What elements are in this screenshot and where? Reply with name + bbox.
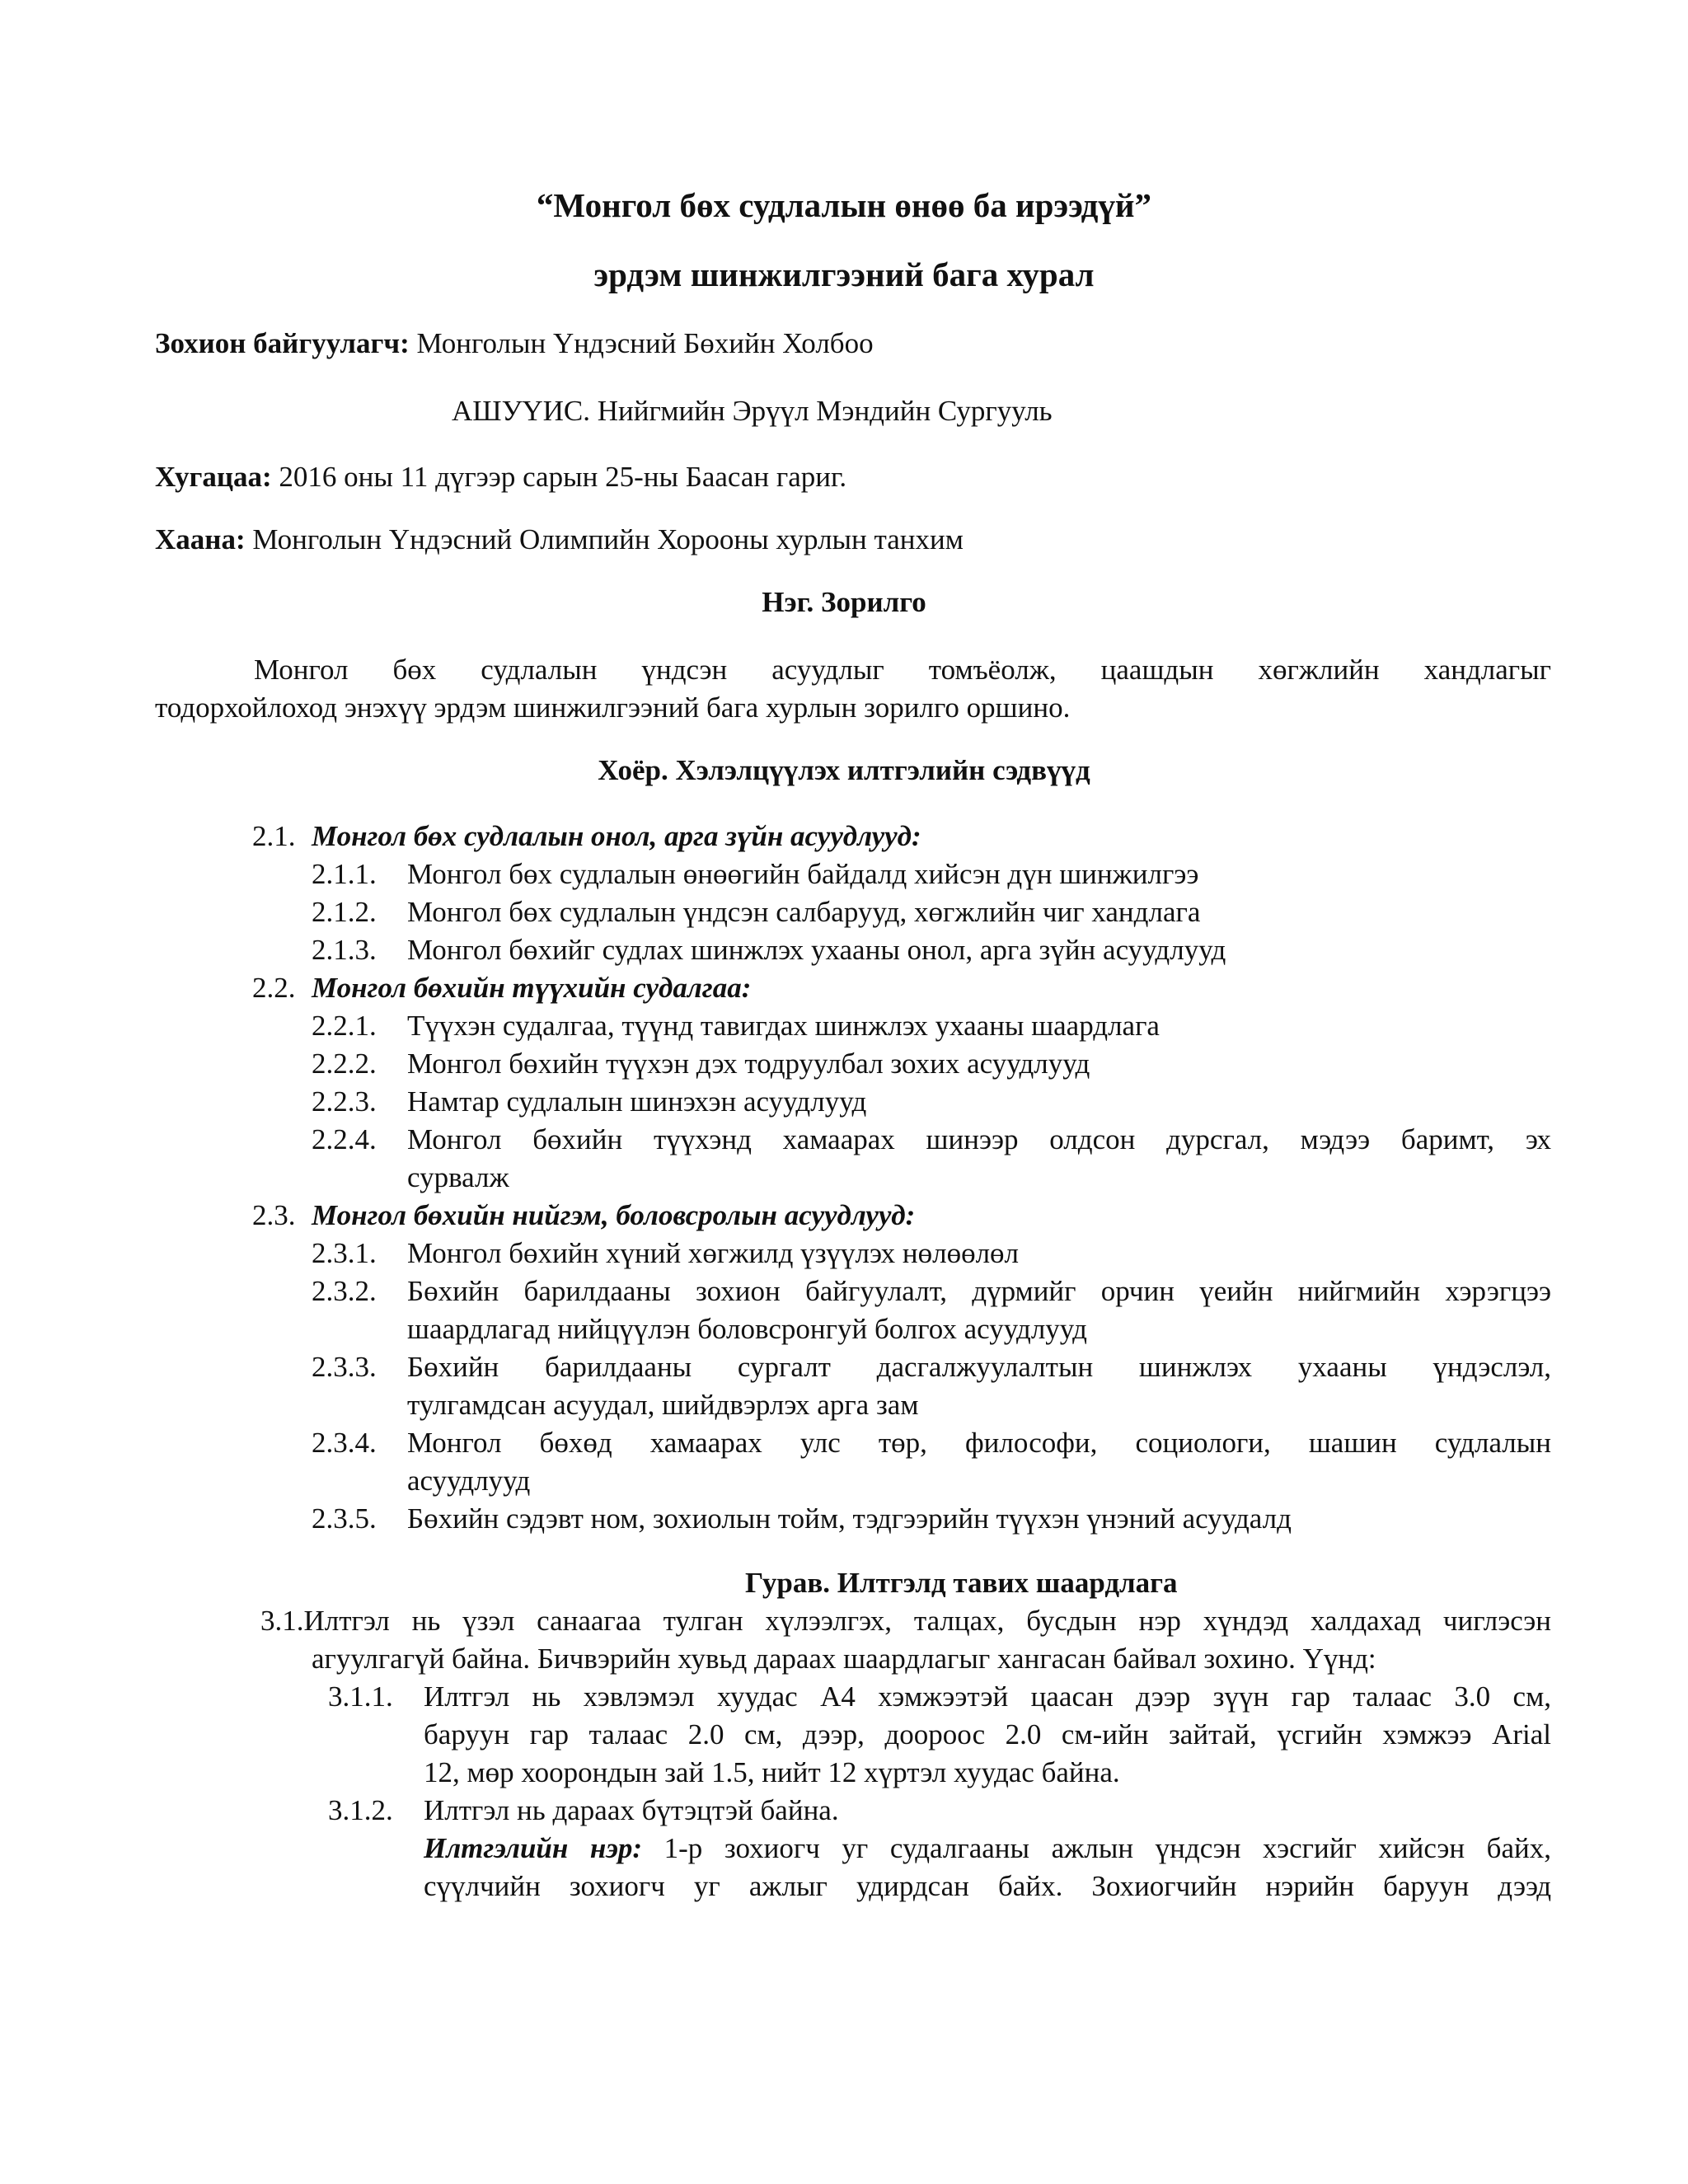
section1-para-line1: Монгол бөх судлалын үндсэн асуудлыг томъёолж, цаашдын хөгжлийн хандлагыг [254,654,1551,686]
report-name-label: Илтгэлийн нэр: [424,1832,643,1864]
group-2-1-title: Монгол бөх судлалын онол, арга зүйн асуудлууд: [312,820,921,852]
item-2-2-3-number: 2.2.3. [312,1085,377,1118]
item-2-1-3-number: 2.1.3. [312,934,377,966]
item-2-3-3-text-line2: тулгамдсан асуудал, шийдвэрлэх арга зам [407,1389,919,1421]
date-label: Хугацаа: [155,461,272,493]
group-2-3-title: Монгол бөхийн нийгэм, боловсролын асуудлууд: [312,1199,916,1231]
item-2-3-3-text-line1: Бөхийн барилдааны сургалт дасгалжуулалтын шинжлэх ухааны үндэслэл, [407,1351,1551,1383]
item-2-2-2-text: Монгол бөхийн түүхэн дэх тодруулбал зохих асуудлууд [407,1047,1090,1080]
section1-para-line2: тодорхойлоход энэхүү эрдэм шинжилгээний бага хурлын зорилго оршино. [155,691,1071,724]
place-line [155,521,964,559]
doc-title-line2: эрдэм шинжилгээний бага хурал [593,255,1095,293]
item-2-3-4-number: 2.3.4. [312,1427,377,1459]
item-2-3-2-number: 2.3.2. [312,1275,377,1307]
item-2-3-5-text: Бөхийн сэдэвт ном, зохиолын тойм, тэдгээрийн түүхэн үнэний асуудалд [407,1502,1292,1535]
group-2-2-number: 2.2. [252,972,296,1004]
item-2-1-2-number: 2.1.2. [312,896,377,928]
item-2-3-1-number: 2.3.1. [312,1237,377,1269]
item-2-2-1-text: Түүхэн судалгаа, түүнд тавигдах шинжлэх ухааны шаардлага [407,1010,1160,1042]
organizer-value-2: АШУҮИС. Нийгмийн Эрүүл Мэндийн Сургууль [452,395,1053,427]
item-2-3-4-text-line1: Монгол бөхөд хамаарах улс төр, философи, социологи, шашин судлалын [407,1427,1551,1459]
group-2-2-title: Монгол бөхийн түүхийн судалгаа: [312,972,752,1004]
item-2-3-2-text-line2: шаардлагад нийцүүлэн боловсронгуй болгох асуудлууд [407,1313,1087,1345]
item-2-1-3-text: Монгол бөхийг судлах шинжлэх ухааны онол, арга зүйн асуудлууд [407,934,1226,966]
place-label: Хаана: [155,523,246,555]
report-name-text: 1-р зохиогч уг судалгааны ажлын үндсэн хэсгийг хийсэн байх, [642,1832,1551,1864]
section2-heading: Хоёр. Хэлэлцүүлэх илтгэлийн сэдвүүд [598,754,1090,786]
organizer-line [155,325,874,363]
group-2-3-number: 2.3. [252,1199,296,1231]
item-2-1-2-text: Монгол бөх судлалын үндсэн салбарууд, хөгжлийн чиг хандлага [407,896,1201,928]
item-2-2-3-text: Намтар судлалын шинэхэн асуудлууд [407,1085,867,1118]
organizer-label: Зохион байгуулагч: [155,327,410,359]
item-2-2-1-number: 2.2.1. [312,1010,377,1042]
organizer-value-1: Монголын Үндэсний Бөхийн Холбоо [409,327,874,359]
para-3-1-line2: агуулгагүй байна. Бичвэрийн хувьд дараах шаардлагыг хангасан байвал зохино. Үүнд: [312,1643,1376,1675]
section1-heading: Нэг. Зорилго [762,586,926,618]
date-value: 2016 оны 11 дүгээр сарын 25-ны Баасан гариг. [271,461,847,493]
item-3-1-2-line2 [424,1830,1551,1868]
item-3-1-1-line2: баруун гар талаас 2.0 см, дээр, доороос 2.0 см-ийн зайтай, үсгийн хэмжээ Arial [424,1718,1551,1750]
item-2-3-4-text-line2: асуудлууд [407,1465,531,1497]
group-2-1-number: 2.1. [252,820,296,852]
doc-title-line1: “Монгол бөх судлалын өнөө ба ирээдүй” [536,186,1152,224]
item-3-1-1-line3: 12, мөр хоорондын зай 1.5, нийт 12 хүртэл хуудас байна. [424,1756,1120,1788]
item-3-1-1-number: 3.1.1. [328,1680,393,1713]
item-2-3-5-number: 2.3.5. [312,1502,377,1535]
item-2-2-2-number: 2.2.2. [312,1047,377,1080]
para-3-1-line1: 3.1.Илтгэл нь үзэл санаагаа тулган хүлээлгэх, талцах, бусдын нэр хүндэд халдахад чиглэсэн [260,1605,1551,1637]
item-2-1-1-text: Монгол бөх судлалын өнөөгийн байдалд хийсэн дүн шинжилгээ [407,858,1199,890]
item-3-1-2-number: 3.1.2. [328,1794,393,1826]
place-value: Монголын Үндэсний Олимпийн Хорооны хурлын танхим [245,523,964,555]
item-2-3-3-number: 2.3.3. [312,1351,377,1383]
item-2-1-1-number: 2.1.1. [312,858,377,890]
item-2-2-4-number: 2.2.4. [312,1123,377,1155]
item-3-1-2-line3: сүүлчийн зохиогч уг ажлыг удирдсан байх. Зохиогчийн нэрийн баруун дээд [424,1870,1551,1902]
section3-heading: Гурав. Илтгэлд тавих шаардлага [745,1567,1178,1599]
item-2-3-1-text: Монгол бөхийн хүний хөгжилд үзүүлэх нөлөөлөл [407,1237,1020,1269]
date-line [155,458,846,496]
item-3-1-1-line1: Илтгэл нь хэвлэмэл хуудас А4 хэмжээтэй цаасан дээр зүүн гар талаас 3.0 см, [424,1680,1551,1713]
item-2-3-2-text-line1: Бөхийн барилдааны зохион байгуулалт, дүрмийг орчин үеийн нийгмийн хэрэгцээ [407,1275,1551,1307]
item-2-2-4-text-line2: сурвалж [407,1161,509,1193]
item-3-1-2-line1: Илтгэл нь дараах бүтэцтэй байна. [424,1794,839,1826]
item-2-2-4-text-line1: Монгол бөхийн түүхэнд хамаарах шинээр олдсон дурсгал, мэдээ баримт, эх [407,1123,1551,1155]
